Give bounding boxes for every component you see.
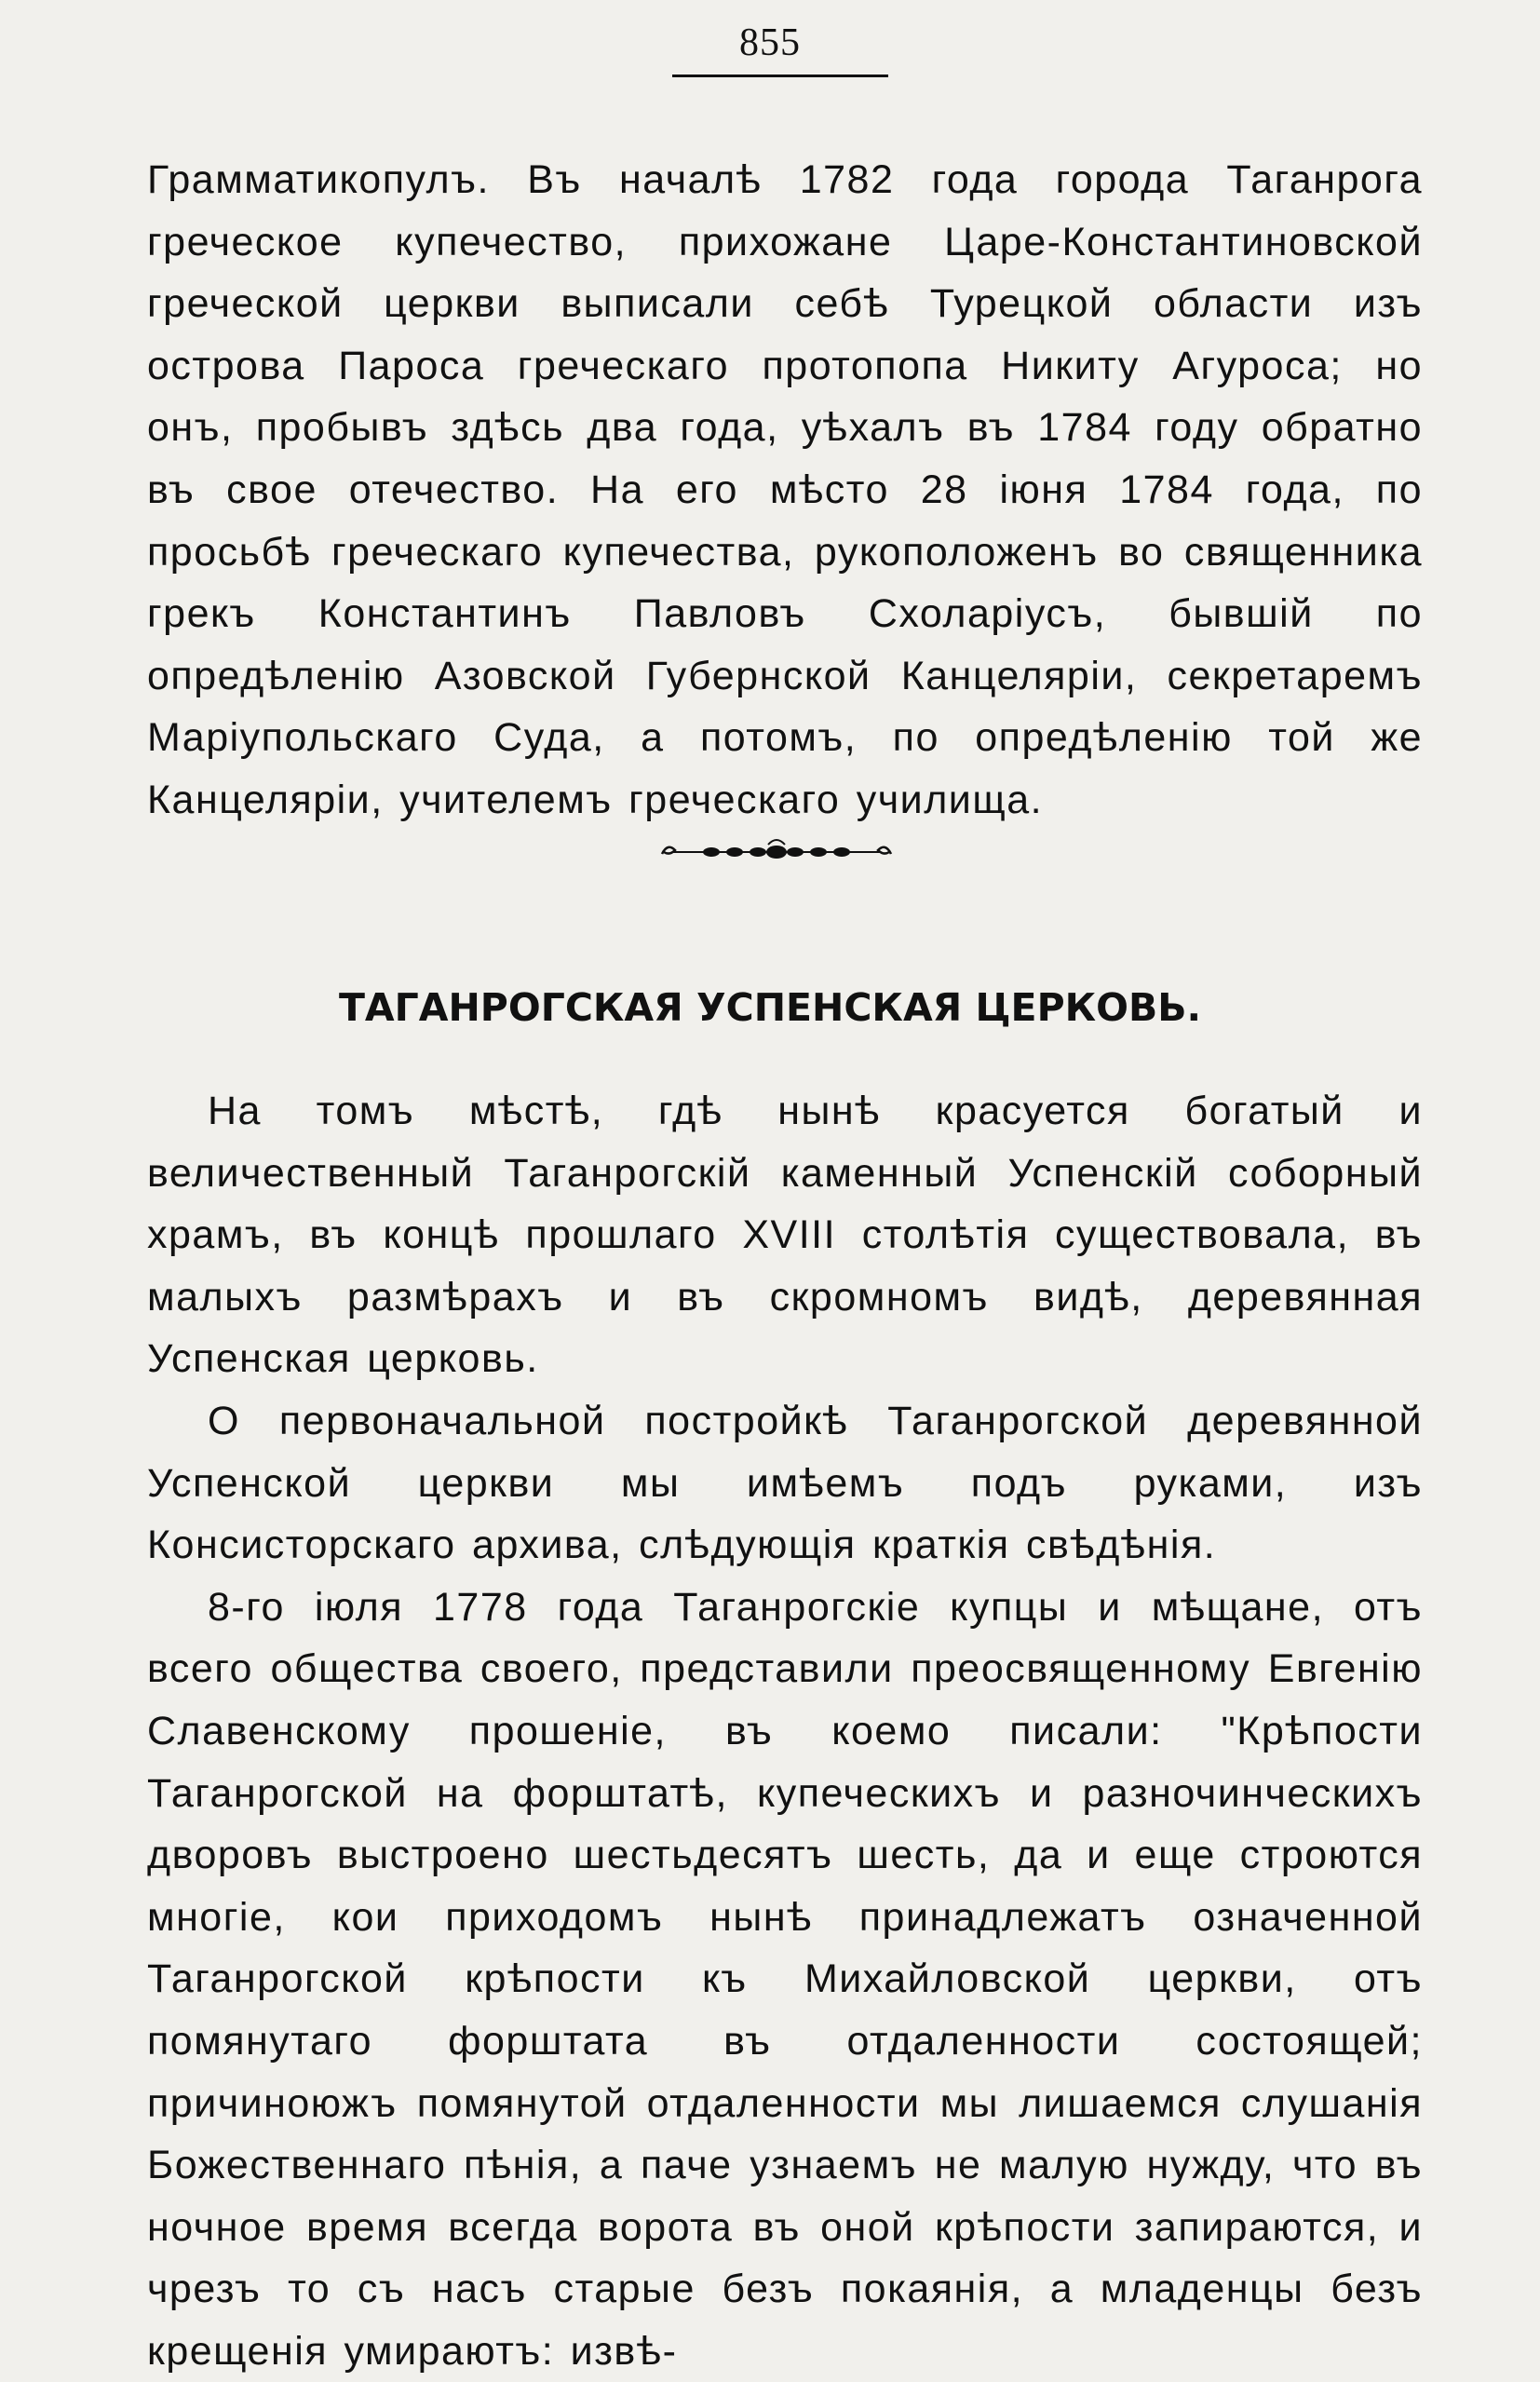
body-paragraph: На томъ мѣстѣ, гдѣ нынѣ красуется богатый и величественный Таганрогскій каменный Успенскій соборный храмъ, въ концѣ прошлаго XVIII столѣтія существовала, въ малыхъ размѣрахъ и въ скромномъ видѣ, деревянная Успенская церковь. — [147, 1089, 1423, 1382]
continuation-paragraph: Грамматикопулъ. Въ началѣ 1782 года города Таганрога греческое купечество, прихожане Царе-Константиновской греческой церкви выписали себѣ Турецкой области изъ острова Пароса греческаго протопопа Никиту Агуроса; но онъ, пробывъ здѣсь два года, уѣхалъ въ 1784 году обратно въ свое отечество. На его мѣсто 28 іюня 1784 года, по просьбѣ греческаго купечества, рукоположенъ во священника грекъ Константинъ Павловъ Схоларіусъ, бывшій по опредѣленію Азовской Губернской Канцеляріи, секретаремъ Маріупольскаго Суда, а потомъ, по опредѣленію той же Канцеляріи, учителемъ греческаго училища. — [147, 157, 1423, 822]
decorative-rule-ornament-icon — [660, 833, 893, 865]
continuation-block — [147, 149, 1423, 832]
section-body — [147, 1080, 1423, 2382]
body-paragraph: О первоначальной постройкѣ Таганрогской деревянной Успенской церкви мы имѣемъ подъ руками, изъ Консисторскаго архива, слѣдующія краткія свѣдѣнія. — [147, 1398, 1423, 1568]
section-heading: ТАГАНРОГСКАЯ УСПЕНСКАЯ ЦЕРКОВЬ. — [338, 985, 1202, 1030]
page-number: 855 — [739, 21, 801, 64]
page-number-rule — [672, 74, 888, 77]
body-paragraph: 8-го іюля 1778 года Таганрогскіе купцы и мѣщане, отъ всего общества своего, представили преосвященному Евгенію Славенскому прошеніе, въ коемо писали: "Крѣпости Таганрогской на форштатѣ, купеческихъ и разночинческихъ дворовъ выстроено шестьдесятъ шесть, да и еще строются многіе, кои приходомъ нынѣ принадлежатъ означенной Таганрогской крѣпости къ Михайловской церкви, отъ помянутаго форштата въ отдаленности состоящей; причиноюжъ помянутой отдаленности мы лишаемся слушанія Божественнаго пѣнія, а паче узнаемъ не малую нужду, что въ ночное время всегда ворота въ оной крѣпости запираются, и чрезъ то съ насъ старые безъ покаянія, а младенцы безъ крещенія умираютъ: извѣ- — [147, 1584, 1423, 2374]
